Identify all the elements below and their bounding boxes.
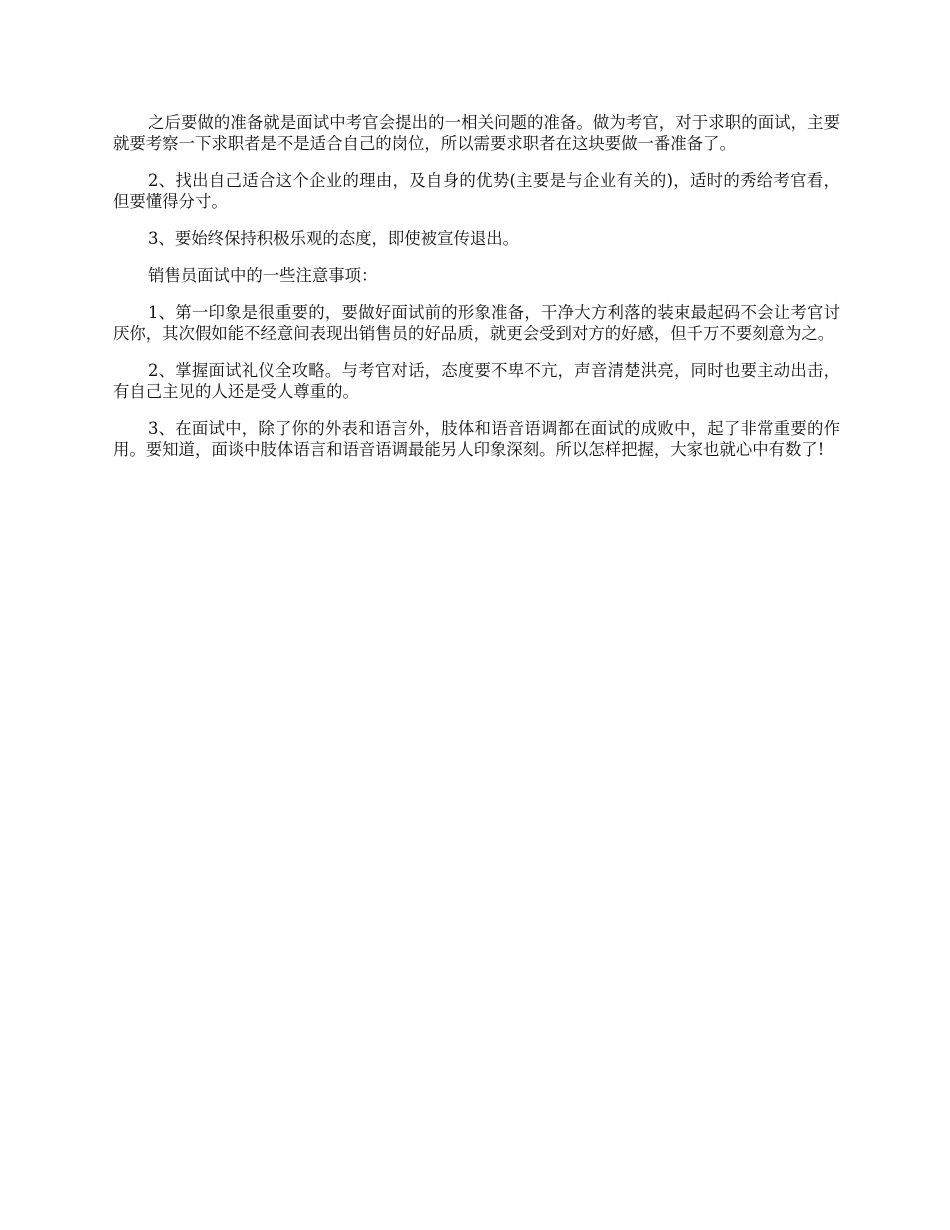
paragraph-6: 2、掌握面试礼仪全攻略。与考官对话，态度要不卑不亢，声音清楚洪亮，同时也要主动出击，有自己主见的人还是受人尊重的。 <box>113 361 840 401</box>
paragraph-3: 3、要始终保持积极乐观的态度，即使被宣传退出。 <box>148 229 520 248</box>
paragraph-5: 1、第一印象是很重要的，要做好面试前的形象准备，干净大方利落的装束最起码不会让考官讨厌你，其次假如能不经意间表现出销售员的好品质，就更会受到对方的好感，但千万不要刻意为之。 <box>113 303 840 343</box>
paragraph-1: 之后要做的准备就是面试中考官会提出的一相关问题的准备。做为考官，对于求职的面试，主要就要考察一下求职者是不是适合自己的岗位，所以需要求职者在这块要做一番准备了。 <box>113 113 840 153</box>
document-body <box>113 112 840 476</box>
paragraph-7: 3、在面试中，除了你的外表和语言外，肢体和语音语调都在面试的成败中，起了非常重要的作用。要知道，面谈中肢体语言和语音语调最能另人印象深刻。所以怎样把握，大家也就心中有数了! <box>113 419 840 459</box>
section-heading-notes: 销售员面试中的一些注意事项： <box>148 266 378 285</box>
paragraph-2: 2、找出自己适合这个企业的理由，及自身的优势(主要是与企业有关的)，适时的秀给考官看，但要懂得分寸。 <box>113 171 840 211</box>
